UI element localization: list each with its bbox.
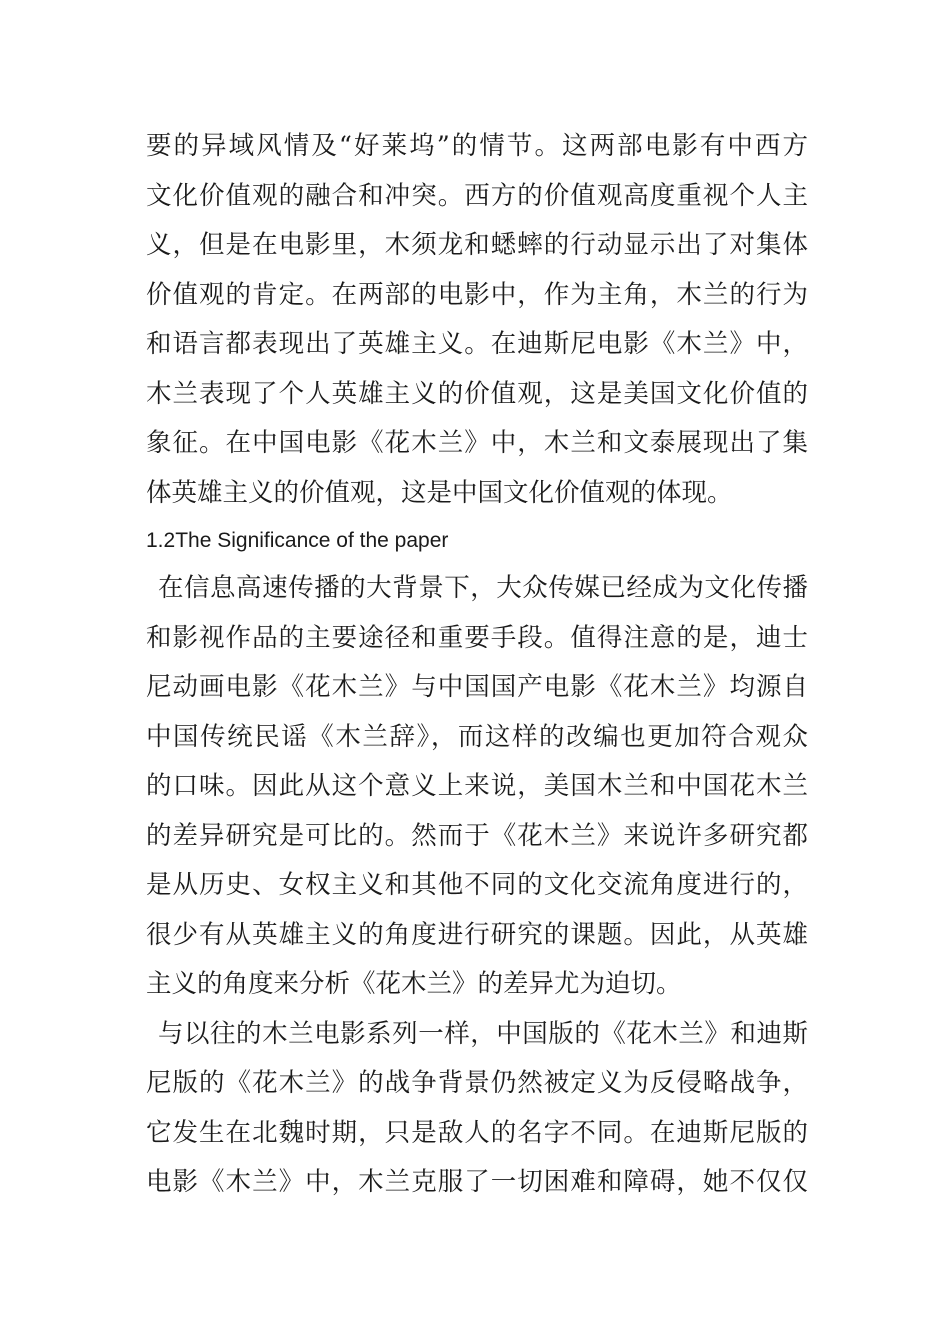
paragraph-line: 电影《木兰》中，木兰克服了一切困难和障碍，她不仅仅 bbox=[146, 1167, 808, 1197]
paragraph-line: 文化价值观的融合和冲突。西方的价值观高度重视个人主 bbox=[146, 180, 808, 211]
paragraph-line: 义，但是在电影里，木须龙和蟋蟀的行动显示出了对集体 bbox=[146, 230, 808, 260]
paragraph-line: 的口味。因此从这个意义上来说，美国木兰和中国花木兰 bbox=[146, 771, 808, 801]
paragraph-1 bbox=[146, 122, 808, 518]
paragraph-line: 价值观的肯定。在两部的电影中，作为主角，木兰的行为 bbox=[146, 279, 808, 310]
paragraph-line: 主义的角度来分析《花木兰》的差异尤为迫切。 bbox=[146, 969, 682, 999]
paragraph-line: 尼版的《花木兰》的战争背景仍然被定义为反侵略战争， bbox=[146, 1068, 808, 1098]
paragraph-line: 在信息高速传播的大背景下，大众传媒已经成为文化传播 bbox=[158, 573, 808, 603]
paragraph-line: 它发生在北魏时期，只是敌人的名字不同。在迪斯尼版的 bbox=[146, 1117, 808, 1148]
paragraph-line: 中国传统民谣《木兰辞》，而这样的改编也更加符合观众 bbox=[146, 721, 808, 752]
paragraph-line: 是从历史、女权主义和其他不同的文化交流角度进行的， bbox=[146, 870, 808, 900]
paragraph-line: 体英雄主义的价值观，这是中国文化价值观的体现。 bbox=[146, 477, 733, 508]
document-body bbox=[146, 122, 808, 1208]
paragraph-line: 要的异域风情及“好莱坞”的情节。这两部电影有中西方 bbox=[146, 131, 808, 161]
paragraph-line: 尼动画电影《花木兰》与中国国产电影《花木兰》均源自 bbox=[146, 672, 808, 702]
paragraph-line: 木兰表现了个人英雄主义的价值观，这是美国文化价值的 bbox=[146, 378, 808, 409]
paragraph-line: 很少有从英雄主义的角度进行研究的课题。因此，从英雄 bbox=[146, 919, 808, 950]
paragraph-3 bbox=[146, 1010, 808, 1208]
paragraph-line: 和语言都表现出了英雄主义。在迪斯尼电影《木兰》中， bbox=[146, 329, 808, 359]
paragraph-2 bbox=[146, 564, 808, 1010]
paragraph-line: 和影视作品的主要途径和重要手段。值得注意的是，迪士 bbox=[146, 622, 808, 653]
paragraph-line: 的差异研究是可比的。然而于《花木兰》来说许多研究都 bbox=[146, 820, 808, 851]
section-heading: 1.2The Significance of the paper bbox=[146, 529, 449, 552]
paragraph-line: 象征。在中国电影《花木兰》中，木兰和文泰展现出了集 bbox=[146, 428, 808, 458]
paragraph-line: 与以往的木兰电影系列一样，中国版的《花木兰》和迪斯 bbox=[158, 1018, 808, 1049]
